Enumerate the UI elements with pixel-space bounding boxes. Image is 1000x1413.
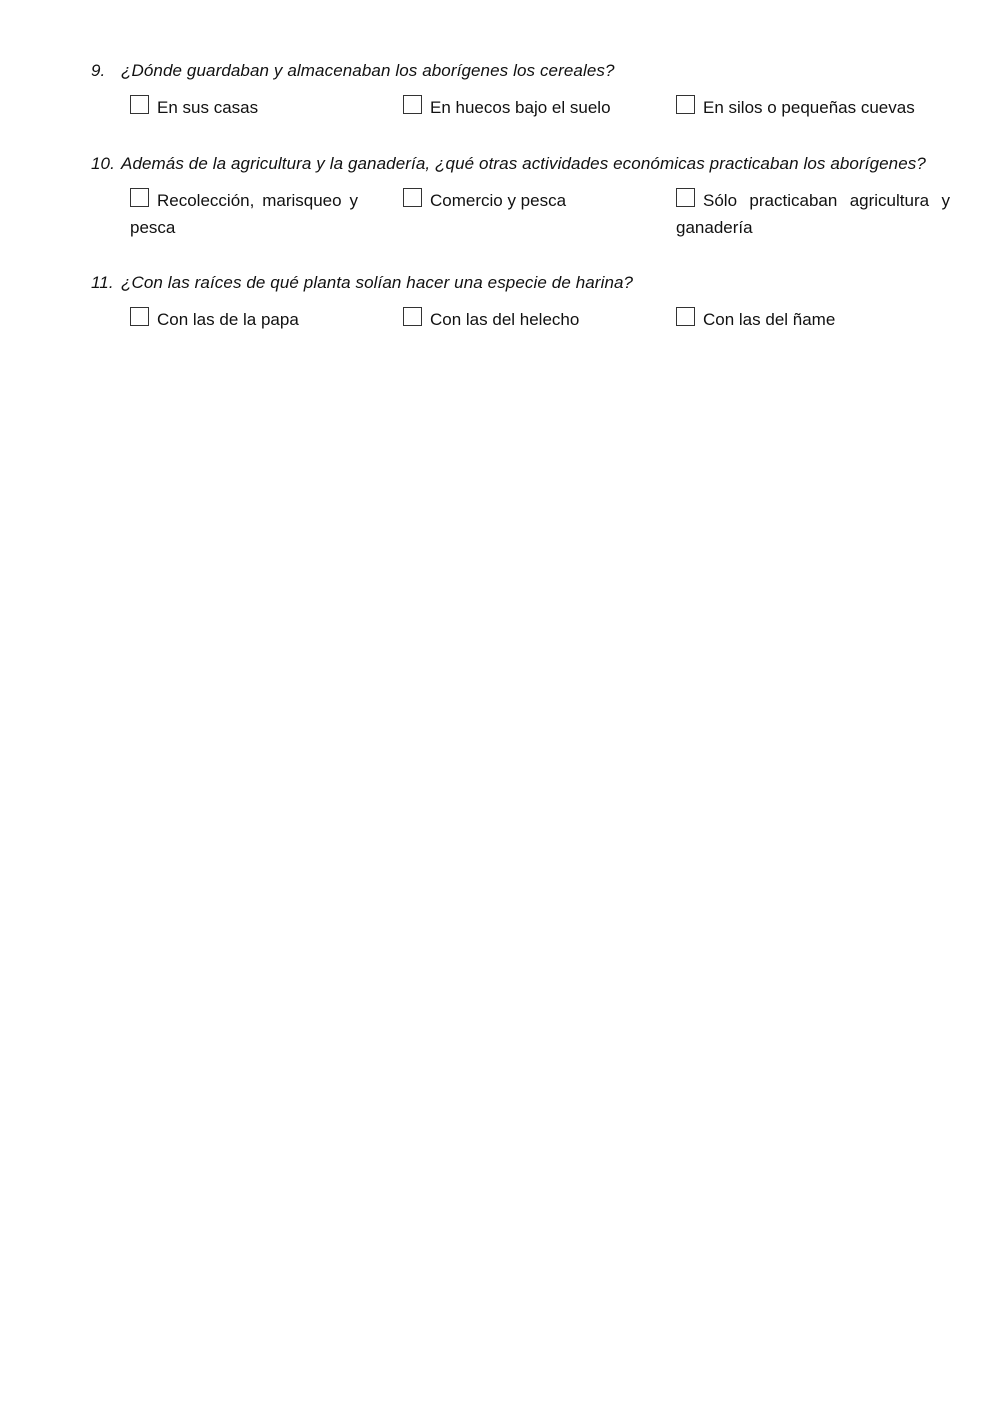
question-number: 11.	[91, 273, 114, 292]
answer-option[interactable]	[403, 94, 611, 121]
question-number: 10.	[91, 154, 115, 173]
checkbox[interactable]	[130, 188, 149, 207]
answer-option[interactable]	[403, 187, 566, 214]
checkbox[interactable]	[676, 188, 695, 207]
question-10-prompt	[91, 153, 971, 175]
answer-option[interactable]	[676, 306, 835, 333]
option-label: Con las del ñame	[703, 310, 836, 329]
checkbox[interactable]	[130, 307, 149, 326]
question-text: Además de la agricultura y la ganadería, ¿qué otras actividades económicas practicaban los aborígenes?	[121, 154, 926, 173]
checkbox[interactable]	[403, 95, 422, 114]
question-11-prompt	[91, 272, 971, 294]
option-label: Con las del helecho	[430, 310, 580, 329]
question-9	[91, 60, 971, 82]
checkbox[interactable]	[676, 95, 695, 114]
checkbox[interactable]	[403, 188, 422, 207]
option-label: En silos o pequeñas cuevas	[703, 98, 915, 117]
answer-option[interactable]	[676, 187, 950, 241]
question-text: ¿Con las raíces de qué planta solían hacer una especie de harina?	[121, 273, 634, 292]
checkbox[interactable]	[403, 307, 422, 326]
checkbox[interactable]	[676, 307, 695, 326]
question-9-prompt	[91, 60, 971, 82]
question-number: 9.	[91, 61, 106, 80]
option-label: Recolección, marisqueo y pesca	[130, 191, 358, 237]
answer-option[interactable]	[130, 94, 258, 121]
option-label: Comercio y pesca	[430, 191, 567, 210]
question-10	[91, 153, 971, 175]
question-text: ¿Dónde guardaban y almacenaban los aborígenes los cereales?	[121, 61, 615, 80]
answer-option[interactable]	[130, 306, 299, 333]
option-label: Sólo practicaban agricultura y ganadería	[676, 191, 950, 237]
answer-option[interactable]	[130, 187, 358, 241]
option-label: En sus casas	[157, 98, 259, 117]
answer-option[interactable]	[676, 94, 915, 121]
checkbox[interactable]	[130, 95, 149, 114]
question-11	[91, 272, 971, 294]
option-label: Con las de la papa	[157, 310, 299, 329]
answer-option[interactable]	[403, 306, 579, 333]
option-label: En huecos bajo el suelo	[430, 98, 611, 117]
